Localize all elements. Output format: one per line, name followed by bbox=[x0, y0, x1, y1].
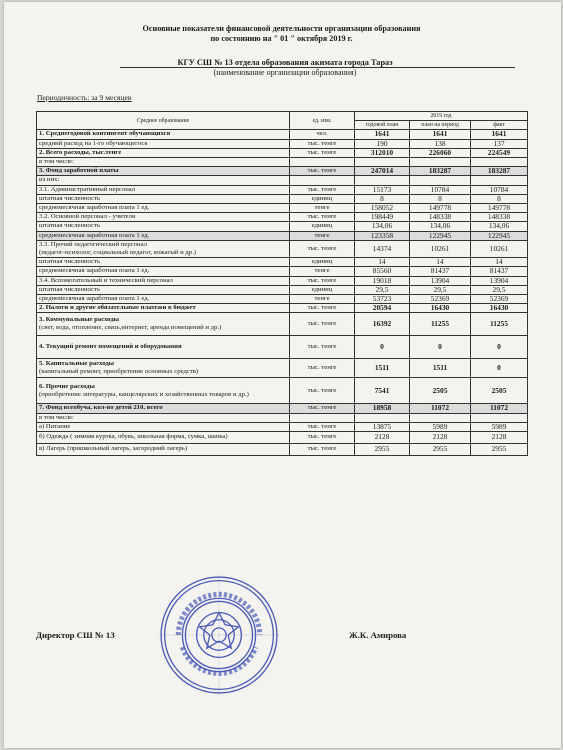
row-label-text: среднемесячная заработная плата 1 ед. bbox=[39, 231, 150, 239]
col-plan-header: годовой план bbox=[355, 121, 410, 130]
row-label-note: (педагог-психолог, социальный педагог, вожатый и др.) bbox=[39, 249, 196, 257]
row-label-text: в том числе: bbox=[39, 158, 74, 166]
row-label-text: б) Одежда ( зимняя куртка, обувь, школьная форма, сумка, шапка) bbox=[39, 433, 228, 441]
row-unit: тенге bbox=[290, 231, 355, 240]
row-label bbox=[37, 285, 290, 294]
row-period: 13904 bbox=[410, 276, 471, 285]
row-unit bbox=[290, 413, 355, 422]
row-label-text: штатная численность bbox=[39, 194, 100, 202]
row-fact: 2128 bbox=[471, 432, 528, 444]
row-label bbox=[37, 158, 290, 167]
row-fact: 81437 bbox=[471, 267, 528, 276]
row-label bbox=[37, 204, 290, 213]
row-period: 52369 bbox=[410, 295, 471, 304]
row-unit: тенге bbox=[290, 204, 355, 213]
row-label-text: 2. Налоги и другие обязательные платежи в бюджет bbox=[39, 304, 196, 312]
row-unit: тыс. тенге bbox=[290, 432, 355, 444]
periodicity: Периодичность: за 9 месяцев bbox=[37, 93, 132, 102]
row-unit: тыс. тенге bbox=[290, 359, 355, 378]
report-title: Основные показатели финансовой деятельности организации образования bbox=[142, 24, 421, 33]
row-period: 2505 bbox=[410, 378, 471, 404]
row-label-text: средний расход на 1-го обучающегося bbox=[39, 139, 148, 147]
row-plan: 20594 bbox=[355, 304, 410, 313]
row-period: 2128 bbox=[410, 432, 471, 444]
table-row bbox=[37, 413, 528, 422]
row-label bbox=[37, 176, 290, 185]
row-period: 226060 bbox=[410, 148, 471, 157]
row-period: 138 bbox=[410, 139, 471, 148]
row-label-text: 2. Всего расходы, тыс.тенге bbox=[39, 148, 122, 156]
row-plan: 18958 bbox=[355, 404, 410, 413]
row-label bbox=[37, 139, 290, 148]
row-label bbox=[37, 313, 290, 336]
row-label bbox=[37, 413, 290, 422]
financial-table bbox=[36, 111, 528, 456]
row-label-text: 3.2. Основной персонал - учителя bbox=[39, 213, 136, 221]
row-label-text: а) Питание bbox=[39, 422, 71, 430]
row-fact: 122945 bbox=[471, 231, 528, 240]
row-period: 1641 bbox=[410, 130, 471, 139]
row-unit: тыс. тенге bbox=[290, 304, 355, 313]
table-row bbox=[37, 313, 528, 336]
row-unit: тыс. тенге bbox=[290, 148, 355, 157]
row-plan: 13875 bbox=[355, 422, 410, 431]
row-label bbox=[37, 213, 290, 222]
row-fact: 148338 bbox=[471, 213, 528, 222]
table-row bbox=[37, 444, 528, 456]
row-plan: 123358 bbox=[355, 231, 410, 240]
row-unit: тыс. тенге bbox=[290, 167, 355, 176]
table-row bbox=[37, 258, 528, 267]
row-unit: единиц bbox=[290, 285, 355, 294]
row-period: 16430 bbox=[410, 304, 471, 313]
row-unit: тыс. тенге bbox=[290, 240, 355, 257]
row-label-text: 3. Коммунальные расходы bbox=[39, 316, 119, 324]
row-fact: 11072 bbox=[471, 404, 528, 413]
row-plan: 29,5 bbox=[355, 285, 410, 294]
row-unit bbox=[290, 176, 355, 185]
organization-name: КГУ СШ № 13 отдела образования акимата города Тараз bbox=[177, 58, 393, 67]
row-label bbox=[37, 167, 290, 176]
col-fact-header: факт bbox=[471, 121, 528, 130]
row-period: 1511 bbox=[410, 359, 471, 378]
row-label-text: штатная численность bbox=[39, 258, 100, 266]
row-plan: 53723 bbox=[355, 295, 410, 304]
organization-caption: (наименование организации образования) bbox=[213, 68, 357, 77]
row-fact bbox=[471, 176, 528, 185]
row-unit: чел. bbox=[290, 130, 355, 139]
table-row bbox=[37, 240, 528, 257]
official-seal bbox=[158, 574, 280, 696]
row-fact: 52369 bbox=[471, 295, 528, 304]
row-unit: тенге bbox=[290, 267, 355, 276]
row-label bbox=[37, 295, 290, 304]
row-label bbox=[37, 222, 290, 231]
row-plan: 8 bbox=[355, 194, 410, 203]
row-plan: 16392 bbox=[355, 313, 410, 336]
table-row bbox=[37, 422, 528, 431]
row-plan: 19018 bbox=[355, 276, 410, 285]
row-label bbox=[37, 258, 290, 267]
row-fact: 13904 bbox=[471, 276, 528, 285]
row-label-text: 5. Капитальные расходы bbox=[39, 360, 114, 368]
table-row bbox=[37, 285, 528, 294]
row-period: 2955 bbox=[410, 444, 471, 456]
row-label bbox=[37, 404, 290, 413]
row-period: 10784 bbox=[410, 185, 471, 194]
director-title: Директор СШ № 13 bbox=[36, 630, 115, 640]
row-period: 11072 bbox=[410, 404, 471, 413]
table-row bbox=[37, 295, 528, 304]
table-row bbox=[37, 148, 528, 157]
row-plan: 0 bbox=[355, 336, 410, 359]
row-period: 11255 bbox=[410, 313, 471, 336]
row-unit: тыс. тенге bbox=[290, 139, 355, 148]
row-fact: 183287 bbox=[471, 167, 528, 176]
table-row bbox=[37, 158, 528, 167]
row-label bbox=[37, 378, 290, 404]
row-label bbox=[37, 267, 290, 276]
col-unit-header: ед. изм. bbox=[290, 112, 355, 130]
table-row bbox=[37, 336, 528, 359]
row-label-note: (приобретение литературы, канцелярских и хозяйственных товаров и др.) bbox=[39, 390, 249, 398]
row-period: 5989 bbox=[410, 422, 471, 431]
row-period: 14 bbox=[410, 258, 471, 267]
row-plan: 1641 bbox=[355, 130, 410, 139]
row-label-text: 4. Текущий ремонт помещений и оборудования bbox=[39, 343, 182, 351]
row-plan: 85560 bbox=[355, 267, 410, 276]
row-unit bbox=[290, 158, 355, 167]
row-fact: 134,06 bbox=[471, 222, 528, 231]
row-period bbox=[410, 176, 471, 185]
table-row bbox=[37, 222, 528, 231]
row-period: 134,06 bbox=[410, 222, 471, 231]
row-label bbox=[37, 231, 290, 240]
row-period: 183287 bbox=[410, 167, 471, 176]
row-unit: единиц bbox=[290, 258, 355, 267]
row-plan: 1511 bbox=[355, 359, 410, 378]
table-row bbox=[37, 167, 528, 176]
row-label-text: в) Лагерь (пришкольный лагерь, загородний лагерь) bbox=[39, 445, 188, 453]
table-row bbox=[37, 404, 528, 413]
row-period: 149778 bbox=[410, 204, 471, 213]
table-row bbox=[37, 185, 528, 194]
row-unit: единиц bbox=[290, 222, 355, 231]
row-label bbox=[37, 240, 290, 257]
report-date: по состоянию на " 01 " октября 2019 г. bbox=[210, 34, 353, 43]
row-label bbox=[37, 148, 290, 157]
row-label-text: 3.4. Вспомогательный и технический персонал bbox=[39, 276, 173, 284]
row-label-text: среднемесячная заработная плата 1 ед. bbox=[39, 267, 150, 275]
row-unit: тыс. тенге bbox=[290, 422, 355, 431]
table-row bbox=[37, 304, 528, 313]
row-fact: 1641 bbox=[471, 130, 528, 139]
row-unit: тыс. тенге bbox=[290, 404, 355, 413]
row-period: 81437 bbox=[410, 267, 471, 276]
table-row bbox=[37, 231, 528, 240]
row-label-text: штатная численность bbox=[39, 285, 100, 293]
table-row bbox=[37, 359, 528, 378]
row-fact: 14 bbox=[471, 258, 528, 267]
row-label-text: из них: bbox=[39, 176, 60, 184]
row-label bbox=[37, 194, 290, 203]
row-label-text: 3. Фонд заработной платы bbox=[39, 167, 119, 175]
row-fact: 137 bbox=[471, 139, 528, 148]
row-label-text: 3.1. Административный персонал bbox=[39, 185, 136, 193]
table-row bbox=[37, 267, 528, 276]
row-label bbox=[37, 336, 290, 359]
table-row bbox=[37, 213, 528, 222]
row-plan: 7541 bbox=[355, 378, 410, 404]
row-plan: 198449 bbox=[355, 213, 410, 222]
table-row bbox=[37, 176, 528, 185]
row-plan bbox=[355, 176, 410, 185]
col-period-header: план на период bbox=[410, 121, 471, 130]
row-fact: 10784 bbox=[471, 185, 528, 194]
row-label bbox=[37, 304, 290, 313]
row-label bbox=[37, 432, 290, 444]
row-label-text: среднемесячная заработная плата 1 ед. bbox=[39, 204, 150, 212]
row-plan: 158052 bbox=[355, 204, 410, 213]
row-label bbox=[37, 185, 290, 194]
row-fact: 29,5 bbox=[471, 285, 528, 294]
row-period: 10261 bbox=[410, 240, 471, 257]
row-fact: 2505 bbox=[471, 378, 528, 404]
row-period: 29,5 bbox=[410, 285, 471, 294]
row-fact: 2955 bbox=[471, 444, 528, 456]
row-unit: тыс. тенге bbox=[290, 213, 355, 222]
row-label bbox=[37, 276, 290, 285]
col-year-header: 2019 год bbox=[355, 112, 528, 121]
row-fact: 224549 bbox=[471, 148, 528, 157]
row-period: 0 bbox=[410, 336, 471, 359]
row-period bbox=[410, 413, 471, 422]
row-unit: тыс. тенге bbox=[290, 276, 355, 285]
row-label-text: 1. Среднегодовой контингент обучающихся bbox=[39, 130, 171, 138]
row-plan: 14374 bbox=[355, 240, 410, 257]
row-plan: 312010 bbox=[355, 148, 410, 157]
row-plan: 14 bbox=[355, 258, 410, 267]
row-fact: 8 bbox=[471, 194, 528, 203]
row-label bbox=[37, 359, 290, 378]
row-label-text: 3.3. Прочий педагогический персонал bbox=[39, 240, 148, 248]
row-fact: 0 bbox=[471, 359, 528, 378]
row-fact: 11255 bbox=[471, 313, 528, 336]
row-fact: 0 bbox=[471, 336, 528, 359]
row-plan: 2955 bbox=[355, 444, 410, 456]
row-fact: 16430 bbox=[471, 304, 528, 313]
row-fact bbox=[471, 413, 528, 422]
row-label-text: штатная численность bbox=[39, 222, 100, 230]
director-name: Ж.К. Амирова bbox=[349, 630, 407, 640]
row-unit: тыс. тенге bbox=[290, 185, 355, 194]
row-plan: 2128 bbox=[355, 432, 410, 444]
row-unit: тенге bbox=[290, 295, 355, 304]
row-unit: тыс. тенге bbox=[290, 336, 355, 359]
row-label bbox=[37, 444, 290, 456]
row-period: 148338 bbox=[410, 213, 471, 222]
row-fact: 5989 bbox=[471, 422, 528, 431]
row-label-note: (свет, вода, отопление, связь,интернет, аренда помещений и др.) bbox=[39, 324, 222, 332]
table-row bbox=[37, 432, 528, 444]
row-plan bbox=[355, 413, 410, 422]
table-row bbox=[37, 194, 528, 203]
row-plan: 190 bbox=[355, 139, 410, 148]
row-label-text: в том числе: bbox=[39, 413, 74, 421]
row-plan: 247014 bbox=[355, 167, 410, 176]
row-unit: тыс. тенге bbox=[290, 313, 355, 336]
row-label bbox=[37, 130, 290, 139]
col-name-header: Среднее образование bbox=[37, 112, 290, 130]
row-unit: тыс. тенге bbox=[290, 444, 355, 456]
table-row bbox=[37, 204, 528, 213]
row-label-text: среднемесячная заработная плата 1 ед. bbox=[39, 295, 150, 303]
row-unit: единиц bbox=[290, 194, 355, 203]
table-row bbox=[37, 378, 528, 404]
row-fact: 149778 bbox=[471, 204, 528, 213]
row-label-text: 7. Фонд всеобуча, кол-во детей 210, всего bbox=[39, 404, 163, 412]
row-label-text: 6. Прочие расходы bbox=[39, 382, 95, 390]
row-plan: 134,06 bbox=[355, 222, 410, 231]
row-unit: тыс. тенге bbox=[290, 378, 355, 404]
table-row bbox=[37, 139, 528, 148]
row-label bbox=[37, 422, 290, 431]
row-period: 122945 bbox=[410, 231, 471, 240]
table-row bbox=[37, 276, 528, 285]
row-fact: 10261 bbox=[471, 240, 528, 257]
row-label-note: (капитальный ремонт, приобретение основных средств) bbox=[39, 368, 199, 376]
row-plan: 15173 bbox=[355, 185, 410, 194]
table-row bbox=[37, 130, 528, 139]
row-period: 8 bbox=[410, 194, 471, 203]
